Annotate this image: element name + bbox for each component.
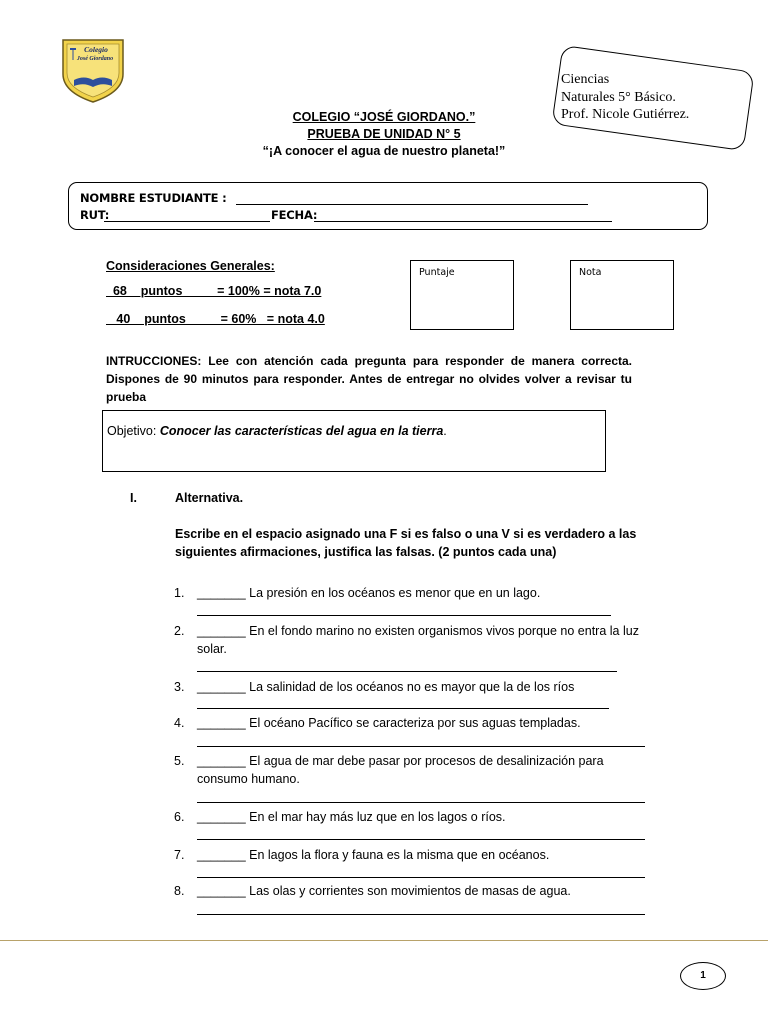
- question-number: 8.: [174, 884, 185, 898]
- school-logo: [60, 38, 126, 104]
- footer-divider: [0, 940, 768, 941]
- question-text: _______ Las olas y corrientes son movimientos de masas de agua.: [197, 884, 571, 898]
- student-name-label: NOMBRE ESTUDIANTE :: [80, 191, 227, 205]
- question-text: _______ En lagos la flora y fauna es la misma que en océanos.: [197, 848, 550, 862]
- stamp-teacher: Prof. Nicole Gutiérrez.: [561, 107, 690, 122]
- logo-line2: José Giordano: [76, 56, 114, 62]
- section-instruction: Escribe en el espacio asignado una F si es falso o una V si es verdadero a las siguientes afirmaciones, justifica las falsas. (2 puntos cada una): [175, 527, 637, 559]
- logo-line1: Colegio: [84, 45, 108, 54]
- question-text: _______ En el fondo marino no existen organismos vivos porque no entra la luz solar.: [197, 624, 639, 656]
- objective-content: Conocer las características del agua en la tierra: [159, 424, 444, 438]
- question-number: 3.: [174, 680, 185, 694]
- question-text: _______ La presión en los océanos es menor que en un lago.: [197, 586, 541, 600]
- student-info-box: [68, 182, 708, 230]
- considerations-row-min: 40 puntos = 60% = nota 4.0: [106, 312, 325, 326]
- section-title: Alternativa.: [175, 491, 244, 505]
- answer-line-2[interactable]: [197, 671, 617, 672]
- answer-line-7[interactable]: [197, 877, 645, 878]
- fecha-field[interactable]: [314, 221, 612, 222]
- nota-box[interactable]: [570, 260, 674, 330]
- considerations-row-max: 68 puntos = 100% = nota 7.0: [106, 284, 322, 298]
- objective-text: Objetivo: Conocer las características del agua en la tierra.: [107, 424, 447, 438]
- puntaje-box[interactable]: [410, 260, 514, 330]
- rut-field[interactable]: [104, 221, 270, 222]
- objective-box: [102, 410, 606, 472]
- stamp-subject: Ciencias: [561, 72, 610, 87]
- student-name-row: [80, 191, 227, 205]
- student-name-field[interactable]: [236, 204, 588, 205]
- instructions: INTRUCCIONES: Lee con atención cada pregunta para responder de manera correcta. Dispones de 90 minutos para responder. Antes de entregar no olvides volver a revisar tu prueba: [106, 354, 632, 404]
- school-title: COLEGIO “JOSÉ GIORDANO.”: [292, 110, 476, 124]
- nota-label: Nota: [579, 267, 602, 278]
- test-subtitle: “¡A conocer el agua de nuestro planeta!”: [262, 144, 506, 158]
- question-number: 5.: [174, 754, 185, 768]
- question-text: _______ En el mar hay más luz que en los lagos o ríos.: [197, 810, 506, 824]
- question-text: _______ El agua de mar debe pasar por procesos de desalinización para consumo humano.: [197, 754, 604, 786]
- fecha-label: FECHA:: [271, 208, 318, 222]
- question-number: 7.: [174, 848, 185, 862]
- answer-line-4[interactable]: [197, 746, 645, 747]
- answer-line-6[interactable]: [197, 839, 645, 840]
- question-number: 6.: [174, 810, 185, 824]
- page-number: 1: [680, 962, 726, 990]
- answer-line-8[interactable]: [197, 914, 645, 915]
- answer-line-3[interactable]: [197, 708, 609, 709]
- puntaje-label: Puntaje: [419, 267, 455, 278]
- considerations-title: Consideraciones Generales:: [106, 259, 275, 273]
- answer-line-5[interactable]: [197, 802, 645, 803]
- test-title: PRUEBA DE UNIDAD N° 5: [307, 127, 461, 141]
- question-text: _______ La salinidad de los océanos no es mayor que la de los ríos: [197, 680, 575, 694]
- question-number: 1.: [174, 586, 185, 600]
- stamp-grade: Naturales 5° Básico.: [561, 89, 676, 105]
- answer-line-1[interactable]: [197, 615, 611, 616]
- rut-label: RUT:: [80, 208, 110, 222]
- question-number: 2.: [174, 624, 185, 638]
- section-number: I.: [130, 491, 137, 505]
- objective-label: Objetivo:: [107, 424, 160, 438]
- question-text: _______ El océano Pacífico se caracteriza por sus aguas templadas.: [197, 716, 581, 730]
- question-number: 4.: [174, 716, 185, 730]
